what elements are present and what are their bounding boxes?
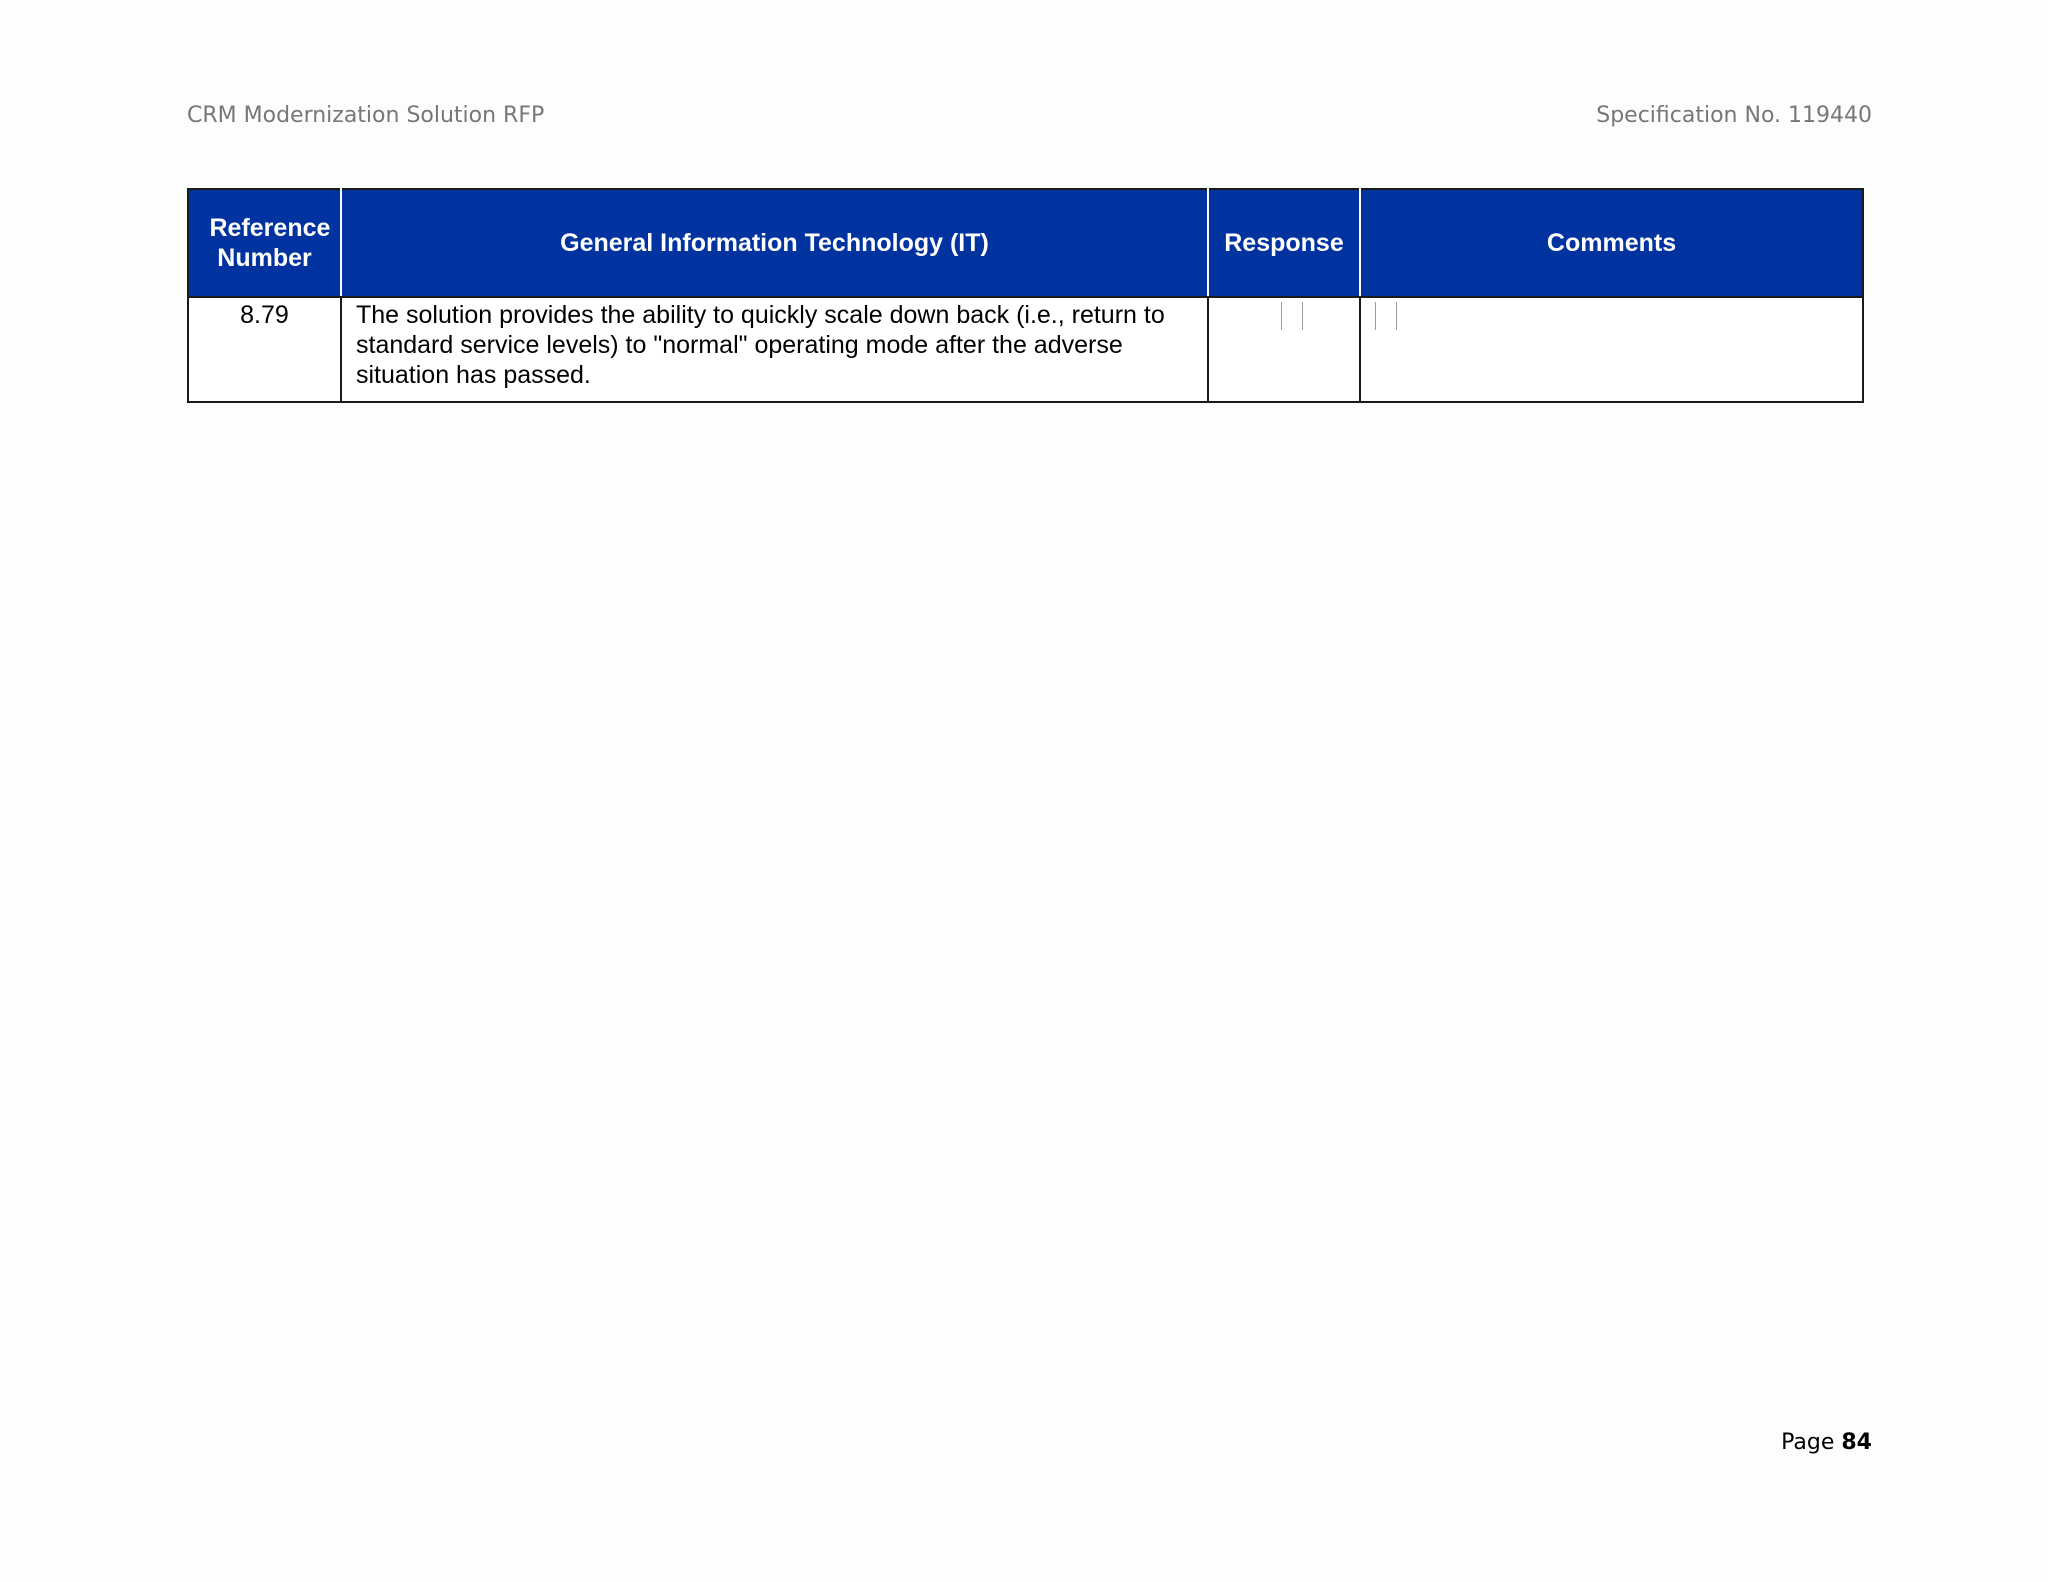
row-reference-number: 8.79 [188, 297, 341, 402]
column-header-reference-number [188, 189, 341, 297]
requirements-table [187, 188, 1864, 403]
column-header-response: Response [1208, 189, 1360, 297]
document-header-title: CRM Modernization Solution RFP [187, 103, 545, 128]
row-description: The solution provides the ability to quickly scale down back (i.e., return to standard service levels) to "normal" operating mode after the adverse situation has passed. [341, 297, 1208, 402]
column-header-reference-number-label: Reference Number [209, 214, 331, 272]
response-field[interactable] [1208, 297, 1360, 402]
table-row [188, 297, 1863, 402]
form-field-left-mark [1281, 302, 1282, 330]
specification-number: Specification No. 119440 [1596, 103, 1872, 128]
response-field-marks [1223, 300, 1345, 330]
page-label: Page [1781, 1430, 1835, 1455]
comments-field-marks [1375, 300, 1848, 330]
column-header-description: General Information Technology (IT) [341, 189, 1208, 297]
comments-field[interactable] [1360, 297, 1863, 402]
page-number: 84 [1841, 1430, 1872, 1455]
form-field-left-mark [1375, 302, 1376, 330]
form-field-right-mark [1396, 302, 1397, 330]
column-header-comments: Comments [1360, 189, 1863, 297]
table-header-row [188, 189, 1863, 297]
page-number-footer [1781, 1430, 1872, 1455]
form-field-right-mark [1302, 302, 1303, 330]
